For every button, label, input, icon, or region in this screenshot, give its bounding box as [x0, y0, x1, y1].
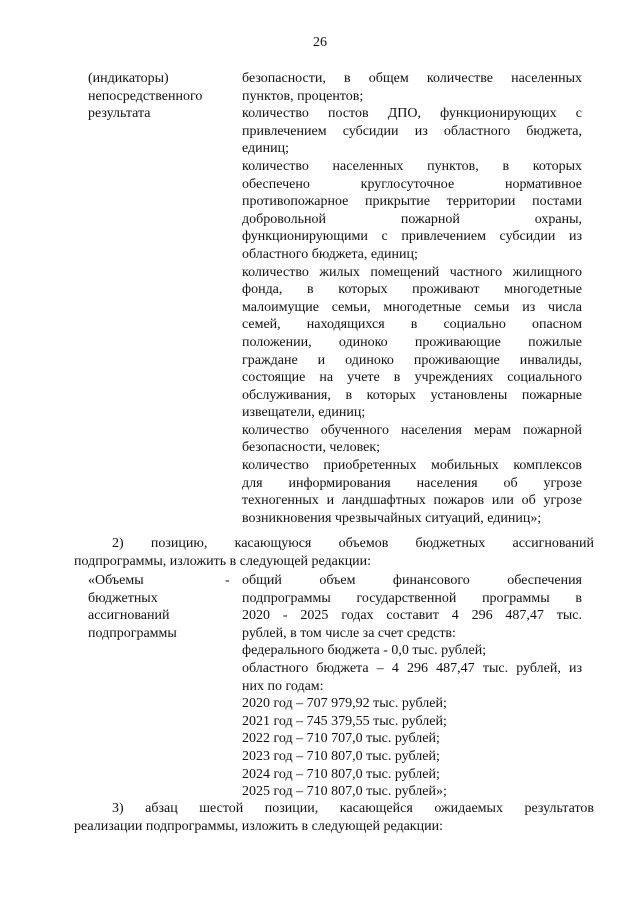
page-number: 26 — [313, 35, 327, 50]
block1-line: для информирования населения об угрозе — [242, 475, 582, 491]
block1-line: количество приобретенных мобильных комплексов — [242, 458, 582, 474]
block1-line: безопасности, в общем количестве населенных — [242, 71, 582, 86]
block1-line: фонда, в которых проживают многодетные — [242, 282, 582, 298]
block2-line: областного бюджета – 4 296 487,47 тыс. рублей, из — [242, 660, 582, 676]
block1-left-line: непосредственного — [88, 88, 203, 104]
block1-line: привлечением субсидии из областного бюджета, — [242, 123, 582, 139]
block2-line: федерального бюджета - 0,0 тыс. рублей; — [242, 643, 487, 659]
block1-line: положении, одиноко проживающие пожилые — [242, 334, 582, 350]
block2-line: 2020 год – 707 979,92 тыс. рублей; — [242, 696, 447, 712]
block2-left-line: бюджетных — [88, 590, 158, 606]
block1-line: количество населенных пунктов, в которых — [242, 158, 582, 174]
block1-line: семей, находящихся в социально опасном — [242, 317, 582, 333]
paragraph-2-line: подпрограммы, изложить в следующей редакции: — [74, 553, 372, 569]
paragraph-3 — [74, 800, 594, 835]
block1-line: количество жилых помещений частного жилищного — [242, 264, 582, 280]
paragraph-2 — [74, 535, 594, 570]
block1-line: безопасности, человек; — [242, 440, 381, 456]
paragraph-3-line: 3) абзац шестой позиции, касающейся ожидаемых результатов — [112, 801, 594, 816]
block2-left-line: подпрограммы — [88, 625, 177, 641]
block1-line: извещатели, единиц; — [242, 405, 366, 421]
block2-line: 2022 год – 710 707,0 тыс. рублей; — [242, 731, 440, 747]
block2-line: 2020 - 2025 годах составит 4 296 487,47 тыс. — [242, 608, 582, 624]
block2-line: 2023 год – 710 807,0 тыс. рублей; — [242, 748, 440, 764]
block1-line: добровольной пожарной охраны, — [242, 211, 582, 227]
block1-line: областного бюджета, единиц; — [242, 246, 418, 262]
block2-dash: - — [225, 573, 230, 588]
block1-line: малоимущие семьи, многодетные семьи из числа — [242, 299, 582, 315]
block1-line: количество постов ДПО, функционирующих с — [242, 106, 582, 122]
block1-left-line: результата — [88, 106, 151, 122]
block1-left-line: (индикаторы) — [88, 71, 169, 86]
block1-line: техногенных и ландшафтных пожаров или об угрозе — [242, 493, 582, 509]
paragraph-3-line: реализации подпрограммы, изложить в следующей редакции: — [74, 818, 443, 834]
block2-left-line: «Объемы — [88, 573, 144, 588]
block1-line: обслуживания, в которых установлены пожарные — [242, 387, 582, 403]
block1-line: состоящие на учете в учреждениях социального — [242, 370, 582, 386]
block2-line: рублей, в том числе за счет средств: — [242, 625, 456, 641]
block2-line: общий объем финансового обеспечения — [242, 573, 582, 588]
block1-line: количество обученного населения мерам пожарной — [242, 422, 582, 438]
block2-line: подпрограммы государственной программы в — [242, 590, 582, 606]
block2-left-label — [88, 572, 228, 642]
paragraph-2-line: 2) позицию, касающуюся объемов бюджетных ассигнований — [112, 536, 594, 551]
block1-line: пунктов, процентов; — [242, 88, 364, 104]
block1-line: противопожарное прикрытие территории постами — [242, 194, 582, 210]
block2-right-text — [242, 572, 582, 801]
block2-line: 2025 год – 710 807,0 тыс. рублей»; — [242, 784, 447, 800]
block2-line: них по годам: — [242, 678, 324, 694]
block1-line: обеспечено круглосуточное нормативное — [242, 176, 582, 192]
block2-line: 2024 год – 710 807,0 тыс. рублей; — [242, 766, 440, 782]
block2-line: 2021 год – 745 379,55 тыс. рублей; — [242, 713, 447, 729]
block1-line: возникновения чрезвычайных ситуаций, единиц»; — [242, 510, 542, 526]
block1-left-label — [88, 70, 228, 123]
block2-left-line: ассигнований — [88, 608, 170, 624]
block1-line: единиц; — [242, 141, 290, 157]
block1-right-text — [242, 70, 582, 527]
block1-line: граждане и одиноко проживающие инвалиды, — [242, 352, 582, 368]
block1-line: функционирующими с привлечением субсидии из — [242, 229, 582, 245]
